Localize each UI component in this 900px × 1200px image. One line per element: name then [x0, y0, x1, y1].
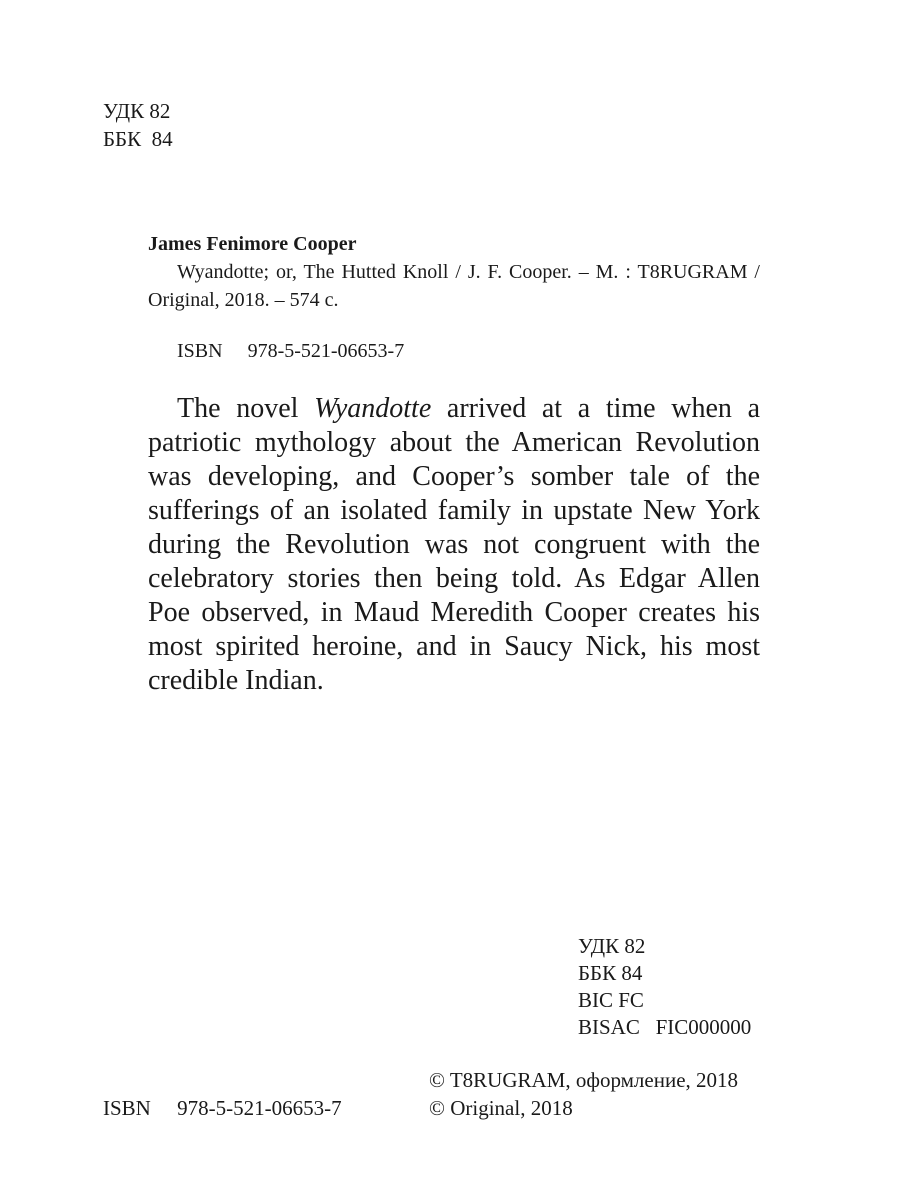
bibliographic-description: Wyandotte; or, The Hutted Knoll / J. F. Cooper. – M. : T8RUGRAM / Original, 2018. – 574 c. [148, 261, 760, 311]
bbk-code: ББК 84 [103, 127, 173, 151]
isbn-bottom: ISBN 978-5-521-06653-7 [103, 1096, 342, 1120]
bic-code: BIC FC [578, 988, 644, 1012]
bottom-classification-codes [578, 933, 751, 1041]
bibliographic-record [148, 230, 760, 314]
top-classification-codes [103, 97, 173, 153]
annotation-text-start: The novel [177, 393, 315, 424]
udk-code: УДК 82 [103, 99, 171, 123]
bbk-code-bottom: ББК 84 [578, 961, 643, 985]
author-name: James Fenimore Cooper [148, 233, 357, 255]
annotation-book-title: Wyandotte [314, 393, 432, 424]
udk-code-bottom: УДК 82 [578, 934, 646, 958]
copyright-line-original: © Original, 2018 [429, 1096, 573, 1120]
bisac-code: BISAC FIC000000 [578, 1015, 752, 1039]
copyright-line-publisher: © T8RUGRAM, оформление, 2018 [429, 1068, 739, 1092]
annotation-text-rest: arrived at a time when a patriotic mythology about the American Revolution was developing, and Cooper’s somber tale of the sufferings of an isolated family in upstate New York during the Revolution was not congruent with the celebratory stories then being told. As Edgar Allen Poe observed, in Maud Meredith Cooper creates his most spirited heroine, and in Saucy Nick, his most credible Indian. [148, 393, 760, 696]
copyright-block [429, 1066, 738, 1122]
annotation-paragraph [148, 392, 760, 698]
isbn-record: ISBN 978-5-521-06653-7 [177, 340, 405, 362]
